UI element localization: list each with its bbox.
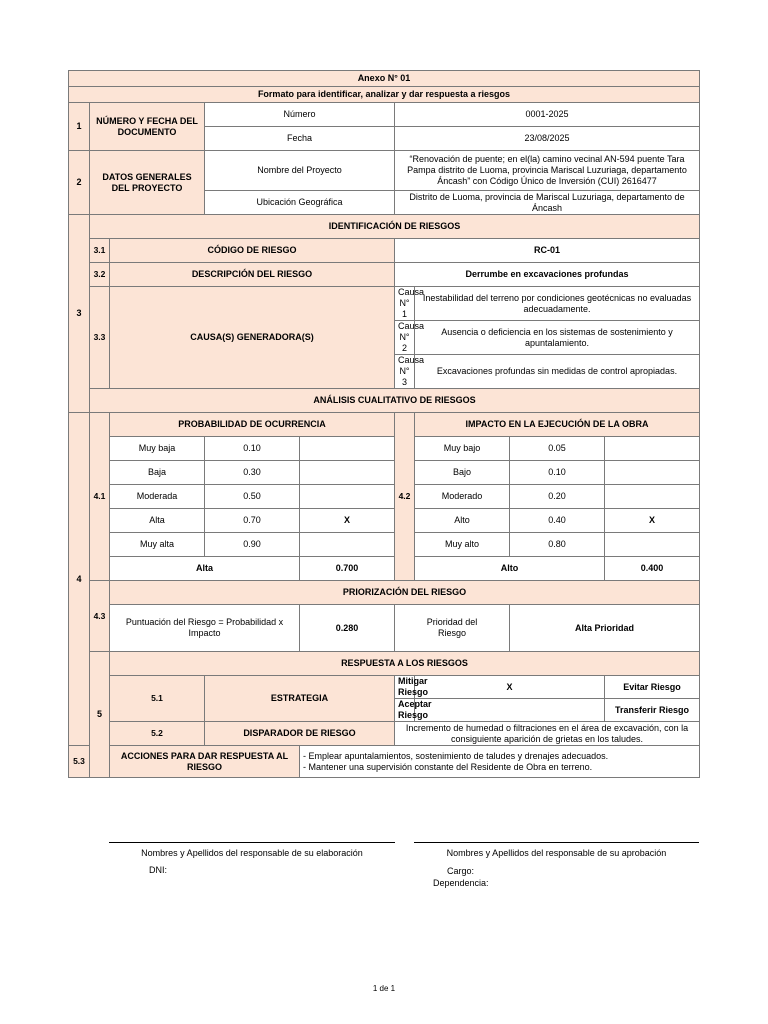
mitigate-mark: X [415,676,605,699]
impact-title: IMPACTO EN LA EJECUCIÓN DE LA OBRA [415,413,700,437]
impact-row-value: 0.20 [510,485,605,509]
priority-title: PRIORIZACIÓN DEL RIESGO [110,581,700,605]
section-3-title: IDENTIFICACIÓN DE RIESGOS [90,215,700,239]
prob-row-label: Baja [110,461,205,485]
impact-row-mark: X [605,509,700,533]
causes-label: CAUSA(S) GENERADORA(S) [110,287,395,389]
section-1-label: NÚMERO Y FECHA DEL DOCUMENTO [90,103,205,151]
section-5-number: 5 [90,652,110,778]
prob-row-label: Muy alta [110,533,205,557]
section-2-number: 2 [69,151,90,215]
annex-title: Anexo N° 01 [69,71,700,87]
section-4-title: ANÁLISIS CUALITATIVO DE RIESGOS [90,389,700,413]
risk-description-value: Derrumbe en excavaciones profundas [395,263,700,287]
risk-form-table [68,70,700,778]
prob-row-value: 0.10 [205,437,300,461]
project-name-value: “Renovación de puente; en el(la) camino vecinal AN-594 puente Tara Pampa distrito de Luoma, provincia Mariscal Luzuriaga, departamento Áncash” con Código Único de Inversión (CUI) 2616477 [395,151,700,191]
accept-option: Aceptar Riesgo [395,699,415,722]
priority-value: Alta Prioridad [510,605,700,652]
trigger-number: 5.2 [110,722,205,746]
cause-3-value: Excavaciones profundas sin medidas de control apropiadas. [415,355,700,389]
actions-value [300,746,700,778]
trigger-label: DISPARADOR DE RIESGO [205,722,395,746]
actions-number: 5.3 [69,746,90,778]
transfer-option: Transferir Riesgo [605,699,700,722]
trigger-value: Incremento de humedad o filtraciones en el área de excavación, con la consiguiente aparición de grietas en los taludes. [395,722,700,746]
impact-result-label: Alto [415,557,605,581]
prob-row-value: 0.70 [205,509,300,533]
impact-row-value: 0.40 [510,509,605,533]
cause-1-label: Causa N° 1 [395,287,415,321]
impact-row-mark [605,485,700,509]
risk-description-number: 3.2 [90,263,110,287]
action-line: - Mantener una supervisión constante del Residente de Obra en terreno. [303,761,593,772]
signature-line-elaboration [109,842,395,843]
actions-label: ACCIONES PARA DAR RESPUESTA AL RIESGO [110,746,300,778]
prob-row-value: 0.50 [205,485,300,509]
project-name-label: Nombre del Proyecto [205,151,395,191]
probability-result-value: 0.700 [300,557,395,581]
priority-label: Prioridad del Riesgo [395,605,510,652]
numero-label: Número [205,103,395,127]
prob-row-value: 0.90 [205,533,300,557]
strategy-number: 5.1 [110,676,205,722]
prob-row-mark [300,485,395,509]
action-line: - Emplear apuntalamientos, sostenimiento de taludes y drenajes adecuados. [303,750,609,761]
signature-line-approval [414,842,699,843]
approval-responsible-label: Nombres y Apellidos del responsable de su aprobación [446,848,667,858]
probability-number: 4.1 [90,413,110,581]
elaboration-responsible-label: Nombres y Apellidos del responsable de su elaboración [141,848,363,858]
prob-row-label: Moderada [110,485,205,509]
causes-number: 3.3 [90,287,110,389]
cause-3-label: Causa N° 3 [395,355,415,389]
section-3-number: 3 [69,215,90,413]
impact-number: 4.2 [395,413,415,581]
fecha-label: Fecha [205,127,395,151]
risk-code-label: CÓDIGO DE RIESGO [110,239,395,263]
cargo-label: Cargo: [447,866,475,876]
risk-code-number: 3.1 [90,239,110,263]
prob-row-mark [300,437,395,461]
impact-row-label: Muy bajo [415,437,510,461]
risk-code-value: RC-01 [395,239,700,263]
section-5-title: RESPUESTA A LOS RIESGOS [110,652,700,676]
form-title: Formato para identificar, analizar y dar respuesta a riesgos [69,87,700,103]
impact-row-mark [605,533,700,557]
priority-number: 4.3 [90,581,110,652]
impact-row-value: 0.80 [510,533,605,557]
risk-description-label: DESCRIPCIÓN DEL RIESGO [110,263,395,287]
section-1-number: 1 [69,103,90,151]
impact-row-mark [605,437,700,461]
dni-label: DNI: [149,865,167,875]
impact-row-value: 0.10 [510,461,605,485]
accept-mark [415,699,605,722]
impact-row-label: Bajo [415,461,510,485]
impact-row-mark [605,461,700,485]
section-2-label: DATOS GENERALES DEL PROYECTO [90,151,205,215]
prob-row-mark [300,533,395,557]
impact-result-value: 0.400 [605,557,700,581]
dependencia-label: Dependencia: [433,878,489,888]
probability-title: PROBABILIDAD DE OCURRENCIA [110,413,395,437]
impact-row-label: Moderado [415,485,510,509]
cause-2-label: Causa N° 2 [395,321,415,355]
impact-row-value: 0.05 [510,437,605,461]
location-label: Ubicación Geográfica [205,191,395,215]
page-number: 1 de 1 [372,984,396,993]
cause-2-value: Ausencia o deficiencia en los sistemas de sostenimiento y apuntalamiento. [415,321,700,355]
avoid-option: Evitar Riesgo [605,676,700,699]
impact-row-label: Muy alto [415,533,510,557]
section-4-number: 4 [69,413,90,746]
prob-row-mark: X [300,509,395,533]
priority-formula: Puntuación del Riesgo = Probabilidad x Impacto [110,605,300,652]
numero-value: 0001-2025 [395,103,700,127]
cause-1-value: Inestabilidad del terreno por condiciones geotécnicas no evaluadas adecuadamente. [415,287,700,321]
prob-row-value: 0.30 [205,461,300,485]
prob-row-label: Muy baja [110,437,205,461]
fecha-value: 23/08/2025 [395,127,700,151]
location-value: Distrito de Luoma, provincia de Mariscal Luzuriaga, departamento de Áncash [395,191,700,215]
probability-result-label: Alta [110,557,300,581]
prob-row-label: Alta [110,509,205,533]
impact-row-label: Alto [415,509,510,533]
priority-score: 0.280 [300,605,395,652]
strategy-label: ESTRATEGIA [205,676,395,722]
mitigate-option: Mitigar Riesgo [395,676,415,699]
prob-row-mark [300,461,395,485]
